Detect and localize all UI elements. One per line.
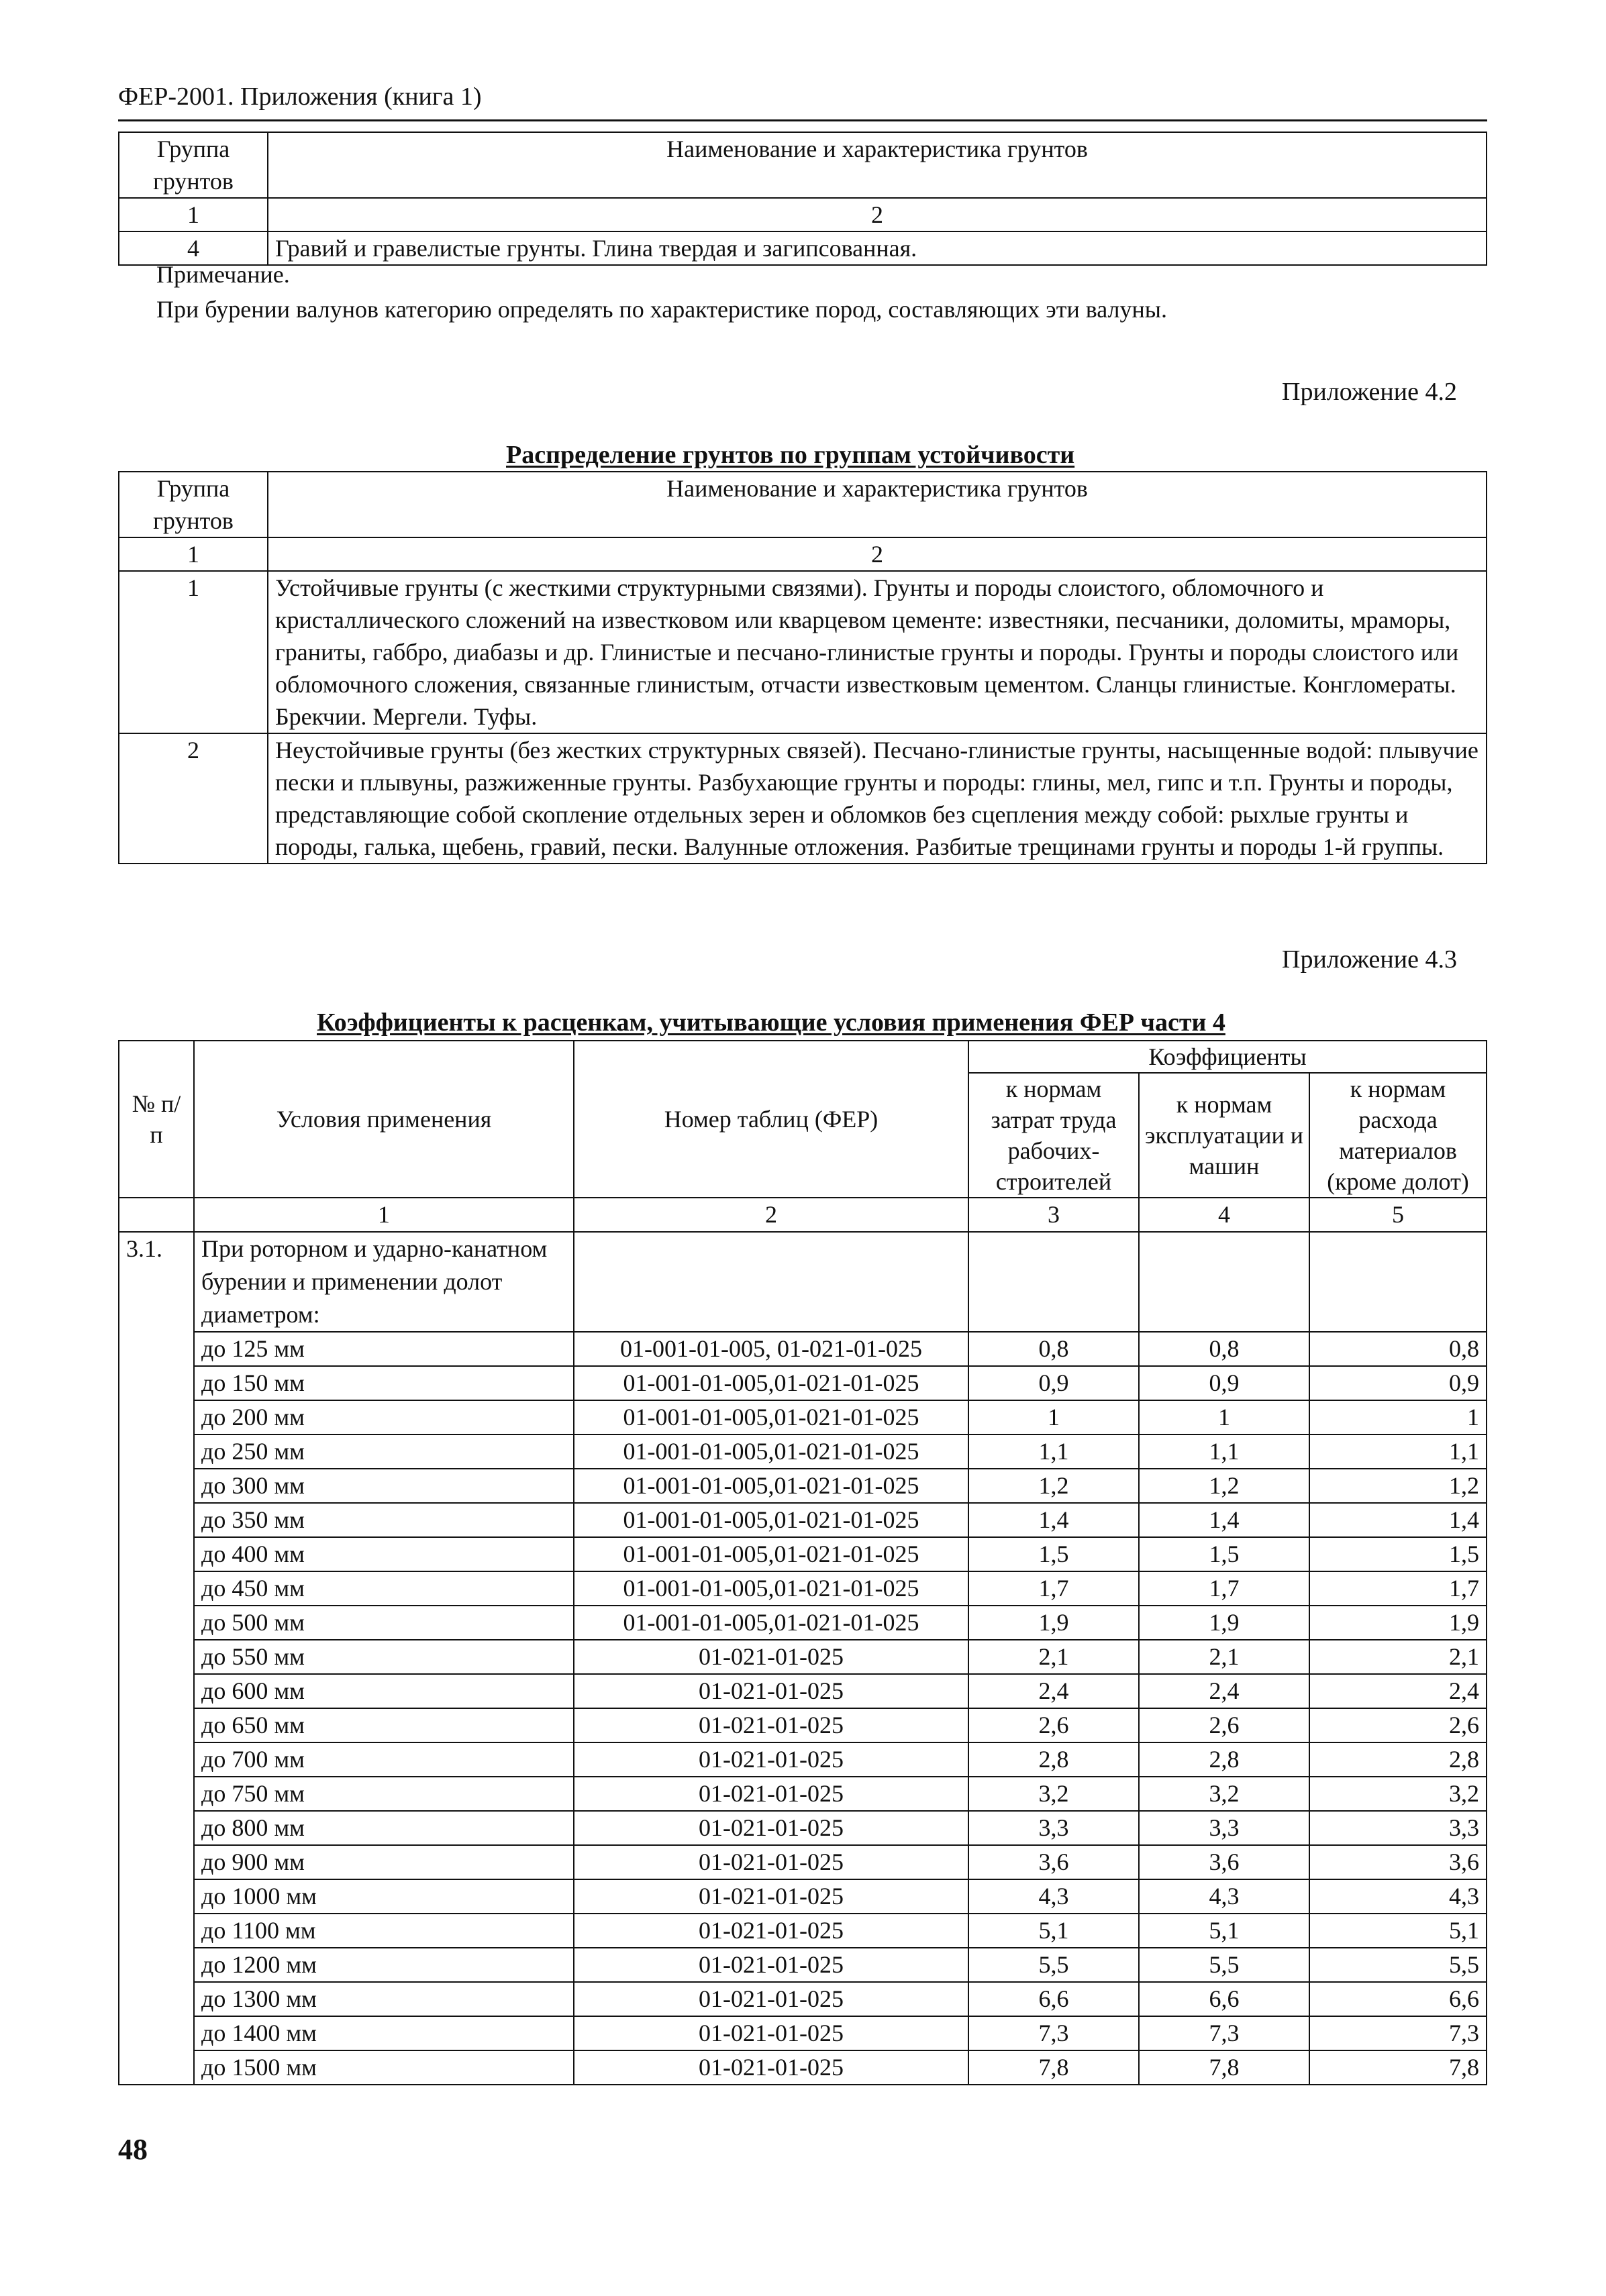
coef-labor-cell: 2,4 bbox=[968, 1674, 1139, 1708]
note-text: При бурении валунов категорию определять по характеристике пород, составляющих эти валуны. bbox=[156, 296, 1167, 323]
col-header-table-no: Номер таблиц (ФЕР) bbox=[574, 1041, 968, 1198]
coef-machines-cell: 2,8 bbox=[1139, 1742, 1309, 1777]
coef-machines-cell: 5,1 bbox=[1139, 1914, 1309, 1948]
table-number-cell: 01-001-01-005,01-021-01-025 bbox=[574, 1537, 968, 1571]
table-row bbox=[119, 2016, 1487, 2050]
col-header-materials: к нормам расхода материалов (кроме долот) bbox=[1309, 1073, 1487, 1198]
coef-materials-cell: 5,5 bbox=[1309, 1948, 1487, 1982]
table-header-row bbox=[119, 132, 1487, 198]
appendix-4-3-label: Приложение 4.3 bbox=[1282, 945, 1457, 974]
table-row bbox=[119, 1811, 1487, 1845]
col-number: 4 bbox=[1139, 1198, 1309, 1232]
table-number-cell: 01-021-01-025 bbox=[574, 1811, 968, 1845]
coef-machines-cell: 7,8 bbox=[1139, 2050, 1309, 2085]
table-number-cell: 01-001-01-005,01-021-01-025 bbox=[574, 1366, 968, 1400]
description-cell: Неустойчивые грунты (без жестких структурных связей). Песчано-глинистые грунты, насыщенные водой: плывучие пески и плывуны, разжиженные грунты. Разбухающие грунты и породы: глины, мел, гипс и т.п. Грунты и породы, представляющие собой скопление отдельных зерен и обломков без сцепления между собой: рыхлые грунты и породы, галька, щебень, гравий, пески. Валунные отложения. Разбитые трещинами грунты и породы 1-й группы. bbox=[268, 733, 1487, 864]
table-number-cell: 01-021-01-025 bbox=[574, 1742, 968, 1777]
coef-labor-cell: 1,4 bbox=[968, 1503, 1139, 1537]
coef-materials-cell: 7,8 bbox=[1309, 2050, 1487, 2085]
table-number-cell: 01-021-01-025 bbox=[574, 1879, 968, 1914]
appendix-4-3-title: Коэффициенты к расценкам, учитывающие условия применения ФЕР части 4 bbox=[317, 1008, 1225, 1037]
section-row bbox=[119, 1232, 1487, 1332]
condition-cell: до 250 мм bbox=[194, 1434, 574, 1469]
coef-labor-cell: 1,7 bbox=[968, 1571, 1139, 1606]
table-row bbox=[119, 1469, 1487, 1503]
table-number-cell: 01-001-01-005, 01-021-01-025 bbox=[574, 1332, 968, 1366]
coef-materials-cell: 4,3 bbox=[1309, 1879, 1487, 1914]
table-number-cell: 01-001-01-005,01-021-01-025 bbox=[574, 1571, 968, 1606]
table-row bbox=[119, 1571, 1487, 1606]
coef-labor-cell: 2,8 bbox=[968, 1742, 1139, 1777]
col-header-machines: к нормам эксплуатации и машин bbox=[1139, 1073, 1309, 1198]
coef-machines-cell: 1,7 bbox=[1139, 1571, 1309, 1606]
condition-cell: до 200 мм bbox=[194, 1400, 574, 1434]
col-header-description: Наименование и характеристика грунтов bbox=[268, 132, 1487, 198]
coef-materials-cell: 1,5 bbox=[1309, 1537, 1487, 1571]
table-number-cell: 01-001-01-005,01-021-01-025 bbox=[574, 1503, 968, 1537]
empty-cell bbox=[574, 1232, 968, 1332]
coef-materials-cell: 2,4 bbox=[1309, 1674, 1487, 1708]
coef-labor-cell: 2,1 bbox=[968, 1640, 1139, 1674]
coef-materials-cell: 2,6 bbox=[1309, 1708, 1487, 1742]
description-cell: Гравий и гравелистые грунты. Глина твердая и загипсованная. bbox=[268, 231, 1487, 265]
table-header-row bbox=[119, 472, 1487, 537]
col-number: 1 bbox=[119, 537, 268, 571]
coef-materials-cell: 5,1 bbox=[1309, 1914, 1487, 1948]
coef-machines-cell: 2,4 bbox=[1139, 1674, 1309, 1708]
coef-labor-cell: 3,2 bbox=[968, 1777, 1139, 1811]
col-header-coefficients: Коэффициенты bbox=[968, 1041, 1487, 1073]
coef-labor-cell: 6,6 bbox=[968, 1982, 1139, 2016]
table-row bbox=[119, 733, 1487, 864]
table-number-cell: 01-001-01-005,01-021-01-025 bbox=[574, 1434, 968, 1469]
col-number: 3 bbox=[968, 1198, 1139, 1232]
coef-materials-cell: 6,6 bbox=[1309, 1982, 1487, 2016]
condition-cell: до 1100 мм bbox=[194, 1914, 574, 1948]
coef-labor-cell: 5,5 bbox=[968, 1948, 1139, 1982]
table-row bbox=[119, 1708, 1487, 1742]
coef-machines-cell: 3,2 bbox=[1139, 1777, 1309, 1811]
table-row bbox=[119, 231, 1487, 265]
condition-cell: до 650 мм bbox=[194, 1708, 574, 1742]
section-text: При роторном и ударно-канатном бурении и применении долот диаметром: bbox=[194, 1232, 574, 1332]
col-number: 1 bbox=[194, 1198, 574, 1232]
condition-cell: до 800 мм bbox=[194, 1811, 574, 1845]
coef-machines-cell: 2,6 bbox=[1139, 1708, 1309, 1742]
table-row bbox=[119, 1948, 1487, 1982]
coef-labor-cell: 1,9 bbox=[968, 1606, 1139, 1640]
coef-materials-cell: 0,9 bbox=[1309, 1366, 1487, 1400]
col-number: 2 bbox=[268, 198, 1487, 231]
condition-cell: до 1500 мм bbox=[194, 2050, 574, 2085]
group-cell: 4 bbox=[119, 231, 268, 265]
page-number: 48 bbox=[118, 2133, 148, 2166]
condition-cell: до 450 мм bbox=[194, 1571, 574, 1606]
condition-cell: до 550 мм bbox=[194, 1640, 574, 1674]
condition-cell: до 1400 мм bbox=[194, 2016, 574, 2050]
section-number: 3.1. bbox=[119, 1232, 194, 2085]
coefficients-table bbox=[118, 1040, 1487, 2085]
note-label: Примечание. bbox=[156, 261, 290, 288]
coef-materials-cell: 1,7 bbox=[1309, 1571, 1487, 1606]
table-number-cell: 01-021-01-025 bbox=[574, 1708, 968, 1742]
table-row bbox=[119, 1982, 1487, 2016]
appendix-4-2-label: Приложение 4.2 bbox=[1282, 378, 1457, 406]
table-row bbox=[119, 1537, 1487, 1571]
col-number: 2 bbox=[268, 537, 1487, 571]
table-number-cell: 01-021-01-025 bbox=[574, 1777, 968, 1811]
coef-machines-cell: 3,3 bbox=[1139, 1811, 1309, 1845]
col-header-description: Наименование и характеристика грунтов bbox=[268, 472, 1487, 537]
col-header-num: № п/п bbox=[119, 1041, 194, 1198]
condition-cell: до 900 мм bbox=[194, 1845, 574, 1879]
table-number-cell: 01-001-01-005,01-021-01-025 bbox=[574, 1606, 968, 1640]
table-row bbox=[119, 1879, 1487, 1914]
coef-materials-cell: 3,3 bbox=[1309, 1811, 1487, 1845]
coef-machines-cell: 0,8 bbox=[1139, 1332, 1309, 1366]
table-row bbox=[119, 1640, 1487, 1674]
condition-cell: до 700 мм bbox=[194, 1742, 574, 1777]
col-header-group: Группа грунтов bbox=[119, 132, 268, 198]
table-row bbox=[119, 1366, 1487, 1400]
coef-machines-cell: 3,6 bbox=[1139, 1845, 1309, 1879]
group-cell: 2 bbox=[119, 733, 268, 864]
coef-materials-cell: 3,2 bbox=[1309, 1777, 1487, 1811]
table-row bbox=[119, 1503, 1487, 1537]
col-number-empty bbox=[119, 1198, 194, 1232]
table-row bbox=[119, 1845, 1487, 1879]
condition-cell: до 1000 мм bbox=[194, 1879, 574, 1914]
coef-labor-cell: 1 bbox=[968, 1400, 1139, 1434]
coef-materials-cell: 2,8 bbox=[1309, 1742, 1487, 1777]
coef-labor-cell: 0,8 bbox=[968, 1332, 1139, 1366]
coef-machines-cell: 5,5 bbox=[1139, 1948, 1309, 1982]
soil-category-table bbox=[118, 132, 1487, 266]
table-row bbox=[119, 1606, 1487, 1640]
coef-labor-cell: 3,3 bbox=[968, 1811, 1139, 1845]
description-cell: Устойчивые грунты (с жесткими структурными связями). Грунты и породы слоистого, обломочного и кристаллического сложений на известковом или кварцевом цементе: известняки, песчаники, доломиты, мраморы, граниты, габбро, диабазы и др. Глинистые и песчано-глинистые грунты и породы. Грунты и породы слоистого или обломочного сложения, связанные глинистым, отчасти известковым цементом. Сланцы глинистые. Конгломераты. Брекчии. Мергели. Туфы. bbox=[268, 571, 1487, 733]
table-number-cell: 01-021-01-025 bbox=[574, 2016, 968, 2050]
coef-labor-cell: 0,9 bbox=[968, 1366, 1139, 1400]
coef-machines-cell: 4,3 bbox=[1139, 1879, 1309, 1914]
appendix-4-2-title: Распределение грунтов по группам устойчивости bbox=[506, 441, 1075, 469]
col-header-labor: к нормам затрат труда рабочих-строителей bbox=[968, 1073, 1139, 1198]
col-number: 5 bbox=[1309, 1198, 1487, 1232]
col-number: 2 bbox=[574, 1198, 968, 1232]
condition-cell: до 1200 мм bbox=[194, 1948, 574, 1982]
header-rule bbox=[118, 119, 1487, 121]
coef-machines-cell: 0,9 bbox=[1139, 1366, 1309, 1400]
coef-materials-cell: 1,9 bbox=[1309, 1606, 1487, 1640]
stability-groups-table bbox=[118, 471, 1487, 864]
coef-machines-cell: 1 bbox=[1139, 1400, 1309, 1434]
coef-machines-cell: 1,5 bbox=[1139, 1537, 1309, 1571]
table-number-cell: 01-001-01-005,01-021-01-025 bbox=[574, 1469, 968, 1503]
coef-materials-cell: 0,8 bbox=[1309, 1332, 1487, 1366]
coef-machines-cell: 1,9 bbox=[1139, 1606, 1309, 1640]
coef-labor-cell: 4,3 bbox=[968, 1879, 1139, 1914]
coef-materials-cell: 2,1 bbox=[1309, 1640, 1487, 1674]
condition-cell: до 125 мм bbox=[194, 1332, 574, 1366]
condition-cell: до 750 мм bbox=[194, 1777, 574, 1811]
table-row bbox=[119, 1742, 1487, 1777]
condition-cell: до 350 мм bbox=[194, 1503, 574, 1537]
table-number-cell: 01-021-01-025 bbox=[574, 1674, 968, 1708]
condition-cell: до 500 мм bbox=[194, 1606, 574, 1640]
table-row bbox=[119, 1332, 1487, 1366]
table-row bbox=[119, 1914, 1487, 1948]
table-row bbox=[119, 571, 1487, 733]
coef-labor-cell: 3,6 bbox=[968, 1845, 1139, 1879]
condition-cell: до 150 мм bbox=[194, 1366, 574, 1400]
empty-cell bbox=[1139, 1232, 1309, 1332]
condition-cell: до 1300 мм bbox=[194, 1982, 574, 2016]
coef-materials-cell: 1 bbox=[1309, 1400, 1487, 1434]
table-number-cell: 01-021-01-025 bbox=[574, 1640, 968, 1674]
coef-labor-cell: 1,5 bbox=[968, 1537, 1139, 1571]
coef-labor-cell: 7,8 bbox=[968, 2050, 1139, 2085]
coef-labor-cell: 2,6 bbox=[968, 1708, 1139, 1742]
empty-cell bbox=[1309, 1232, 1487, 1332]
condition-cell: до 400 мм bbox=[194, 1537, 574, 1571]
table-number-cell: 01-021-01-025 bbox=[574, 1914, 968, 1948]
coef-materials-cell: 7,3 bbox=[1309, 2016, 1487, 2050]
empty-cell bbox=[968, 1232, 1139, 1332]
coef-machines-cell: 6,6 bbox=[1139, 1982, 1309, 2016]
coef-materials-cell: 3,6 bbox=[1309, 1845, 1487, 1879]
table-colnum-row bbox=[119, 198, 1487, 231]
coef-machines-cell: 1,4 bbox=[1139, 1503, 1309, 1537]
col-header-conditions: Условия применения bbox=[194, 1041, 574, 1198]
condition-cell: до 300 мм bbox=[194, 1469, 574, 1503]
table-colnum-row bbox=[119, 1198, 1487, 1232]
table-row bbox=[119, 1434, 1487, 1469]
col-number: 1 bbox=[119, 198, 268, 231]
table-header-row bbox=[119, 1041, 1487, 1073]
coef-materials-cell: 1,4 bbox=[1309, 1503, 1487, 1537]
table-number-cell: 01-021-01-025 bbox=[574, 1845, 968, 1879]
col-header-group: Группа грунтов bbox=[119, 472, 268, 537]
table-colnum-row bbox=[119, 537, 1487, 571]
table-row bbox=[119, 1674, 1487, 1708]
table-number-cell: 01-021-01-025 bbox=[574, 1982, 968, 2016]
coef-machines-cell: 1,2 bbox=[1139, 1469, 1309, 1503]
coef-machines-cell: 7,3 bbox=[1139, 2016, 1309, 2050]
coef-materials-cell: 1,2 bbox=[1309, 1469, 1487, 1503]
coef-labor-cell: 7,3 bbox=[968, 2016, 1139, 2050]
table-number-cell: 01-001-01-005,01-021-01-025 bbox=[574, 1400, 968, 1434]
coef-labor-cell: 1,1 bbox=[968, 1434, 1139, 1469]
coef-materials-cell: 1,1 bbox=[1309, 1434, 1487, 1469]
table-row bbox=[119, 1777, 1487, 1811]
table-number-cell: 01-021-01-025 bbox=[574, 1948, 968, 1982]
coef-labor-cell: 1,2 bbox=[968, 1469, 1139, 1503]
table-number-cell: 01-021-01-025 bbox=[574, 2050, 968, 2085]
coef-machines-cell: 2,1 bbox=[1139, 1640, 1309, 1674]
table-row bbox=[119, 2050, 1487, 2085]
coef-machines-cell: 1,1 bbox=[1139, 1434, 1309, 1469]
group-cell: 1 bbox=[119, 571, 268, 733]
table-row bbox=[119, 1400, 1487, 1434]
running-header: ФЕР-2001. Приложения (книга 1) bbox=[118, 83, 482, 111]
condition-cell: до 600 мм bbox=[194, 1674, 574, 1708]
coef-labor-cell: 5,1 bbox=[968, 1914, 1139, 1948]
